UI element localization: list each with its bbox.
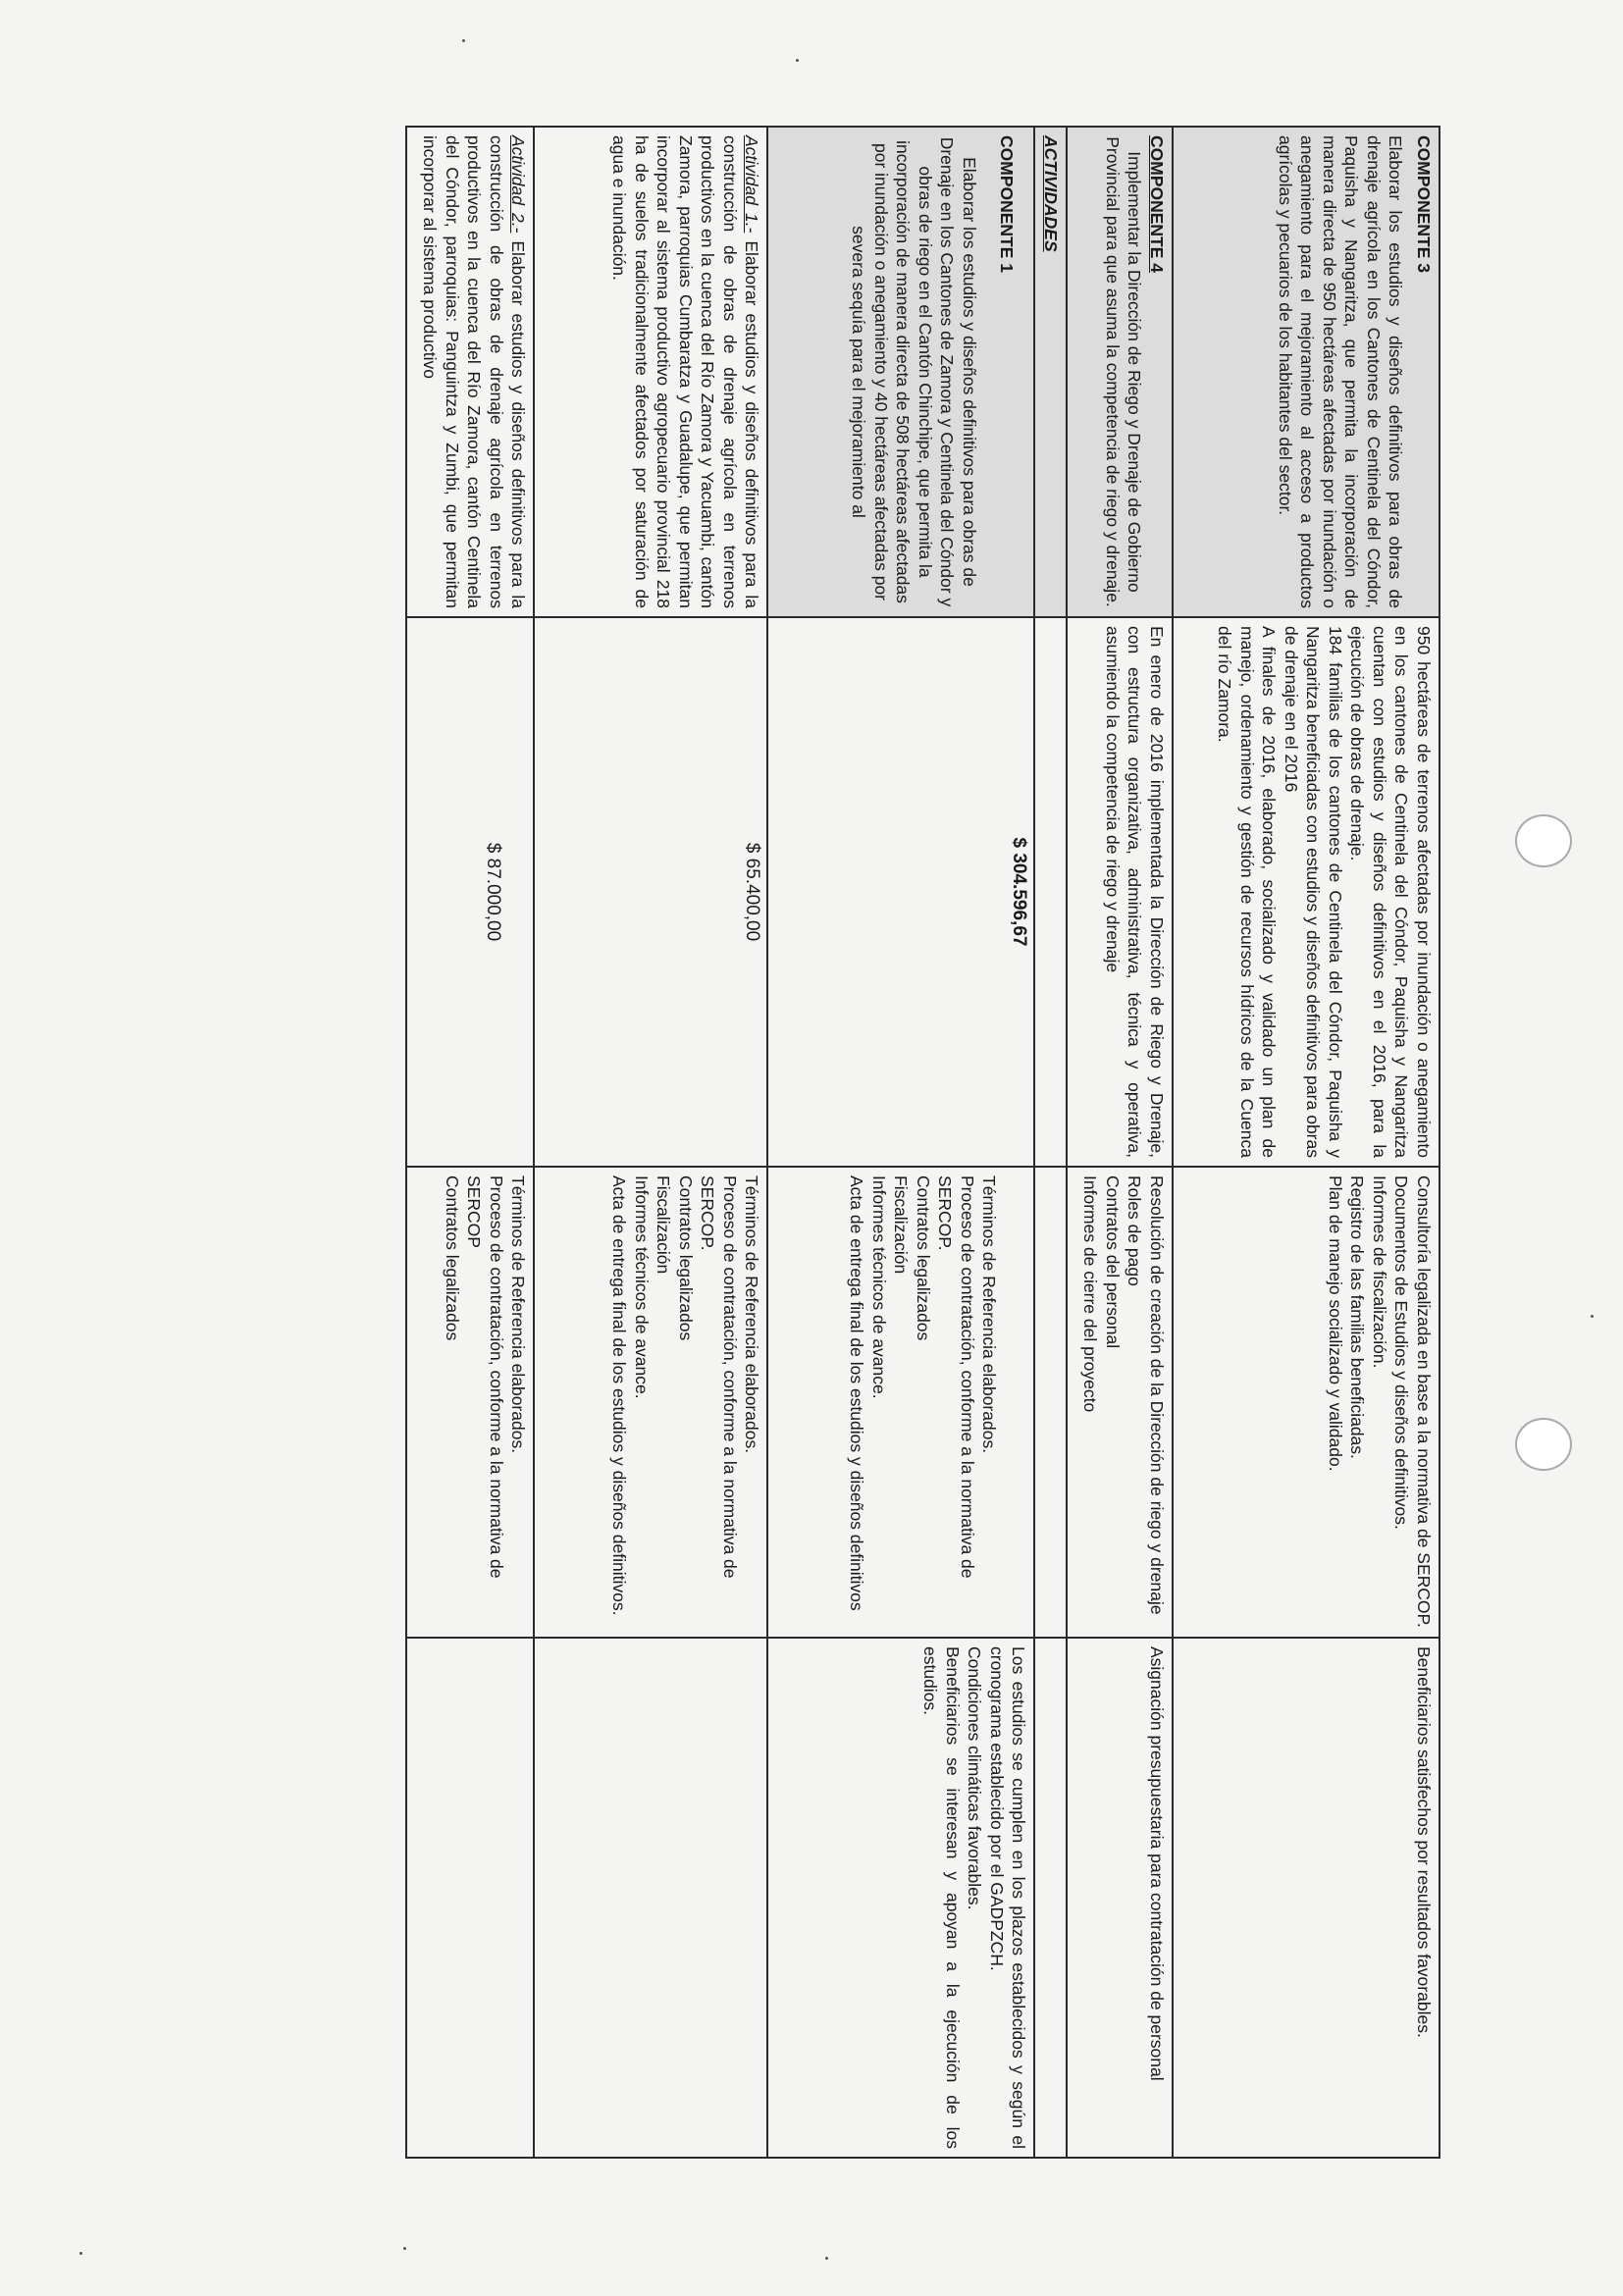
verification-item: Contratos del personal xyxy=(1103,1175,1123,1349)
verification-item: Términos de Referencia elaborados. xyxy=(742,1175,762,1454)
punch-hole-icon xyxy=(1515,814,1572,867)
verification-item: Registro de las familias beneficiadas. xyxy=(1347,1175,1368,1459)
verification-item: Informes de cierre del proyecto xyxy=(1080,1175,1101,1413)
row-actividad-1 xyxy=(535,127,768,2158)
componente-1-description: Elaborar los estudios y diseños definitivos para obras de Drenaje en los Cantones de Zamora y Centinela del Cóndor y obras de riego en el Cantón Chinchipe, que permita la incorporación de manera directa de 508 hectáreas afectadas por inundación o anegamiento y 40 hectáreas afectadas por severa sequía para el mejoramiento al xyxy=(849,136,979,607)
scan-speck xyxy=(825,2257,828,2260)
actividad-2-label: Actividad 2.- xyxy=(508,135,529,234)
componente-3-indicator: A finales de 2016, elaborado, socializado y validado un plan de manejo, ordenamiento y gestión de recursos hídricos de la Cuenca del río Zamora. xyxy=(1215,626,1280,1158)
componente-3-cell xyxy=(1173,127,1440,617)
componente-4-assumptions xyxy=(1067,1638,1173,2158)
actividades-empty xyxy=(1035,1638,1068,2158)
actividades-cell xyxy=(1035,127,1068,617)
actividad-1-verification xyxy=(535,1167,768,1638)
componente-1-amount: $ 304.596,67 xyxy=(768,617,1035,1167)
scan-speck xyxy=(79,2252,82,2255)
logical-framework-table xyxy=(406,126,1441,2159)
componente-1-title: COMPONENTE 1 xyxy=(997,135,1018,274)
row-actividades xyxy=(1035,127,1068,2158)
verification-item: Informes de fiscalización. xyxy=(1370,1175,1389,1369)
actividad-1-amount: $ 65.400,00 xyxy=(535,617,768,1167)
row-actividad-2 xyxy=(407,127,535,2158)
actividad-2-cell xyxy=(407,127,535,617)
assumption-item: Los estudios se cumplen en los plazos establecidos y según el cronograma establecido por el GADPZCH. xyxy=(987,1646,1029,2149)
verification-item: Proceso de contratación, conforme a la normativa de SERCOP xyxy=(464,1175,506,1579)
scan-speck xyxy=(462,39,465,42)
componente-1-verification xyxy=(768,1167,1035,1638)
verification-item: Fiscalización xyxy=(654,1175,674,1275)
verification-item: Roles de pago xyxy=(1125,1175,1145,1286)
row-componente-4 xyxy=(1067,127,1173,2158)
verification-item: Términos de Referencia elaborados. xyxy=(508,1175,529,1454)
actividad-2-amount: $ 87.000,00 xyxy=(407,617,535,1167)
verification-item: Acta de entrega final de los estudios y diseños definitivos. xyxy=(609,1175,630,1616)
componente-3-description: Elaborar los estudios y diseños definitivos para obras de drenaje agrícola en los Cantones de Centinela del Cóndor, Paquisha y Nangaritza, que permita la incorporación de manera directa de 950 hectáreas afectadas por inundación o anegamiento para el mejoramiento al acceso a productos agrícolas y pecuarios de los habitantes del sector. xyxy=(1276,135,1406,608)
actividad-2-description: Elaborar estudios y diseños definitivos para la construcción de obras de drenaje agrícola en terrenos productivos en la cuenca del Río Zamora, cantón Centinela del Cóndor, parroquias: Panguintza y Zumbi, que permitan incorporar al sistema productivo xyxy=(420,135,529,608)
actividad-1-label: Actividad 1.- xyxy=(742,135,762,234)
componente-3-indicators xyxy=(1173,617,1440,1167)
actividades-empty xyxy=(1035,617,1068,1167)
actividad-1-assumptions xyxy=(535,1638,768,2158)
componente-4-verification xyxy=(1067,1167,1173,1638)
scan-speck xyxy=(1591,1315,1594,1318)
actividades-title: ACTIVIDADES xyxy=(1041,135,1061,252)
verification-item: Plan de manejo socializado y validado. xyxy=(1326,1175,1345,1472)
componente-4-title: COMPONENTE 4 xyxy=(1147,135,1167,274)
assumption-item: Beneficiarios se interesan y apoyan a la ejecución de los estudios. xyxy=(920,1646,963,2149)
verification-item: Informes técnicos de avance. xyxy=(869,1175,889,1399)
verification-item: Proceso de contratación, conforme a la normativa de SERCOP. xyxy=(935,1175,977,1579)
verification-item: Contratos legalizados xyxy=(676,1175,696,1341)
verification-item: Proceso de contratación, conforme a la normativa de SERCOP. xyxy=(698,1175,740,1579)
scan-speck xyxy=(796,59,799,62)
componente-3-title: COMPONENTE 3 xyxy=(1414,135,1434,274)
actividades-empty xyxy=(1035,1167,1068,1638)
actividad-2-verification xyxy=(407,1167,535,1638)
assumption-item: Beneficiarios satisfechos por resultados favorables. xyxy=(1414,1646,1434,2038)
componente-1-cell xyxy=(768,127,1035,617)
punch-hole-icon xyxy=(1515,1418,1572,1471)
actividad-1-description: Elaborar estudios y diseños definitivos para la construcción de obras de drenaje agrícola en terrenos productivos en la cuenca del Río Zamora y Yacuambi, cantón Zamora, parroquias Cumbaratza y Guadalupe, que permitan incorporar al sistema productivo agropecuario provincial 218 ha de suelos tradicionalmente afectados por saturación de agua e inundación. xyxy=(609,135,762,608)
row-componente-3 xyxy=(1173,127,1440,2158)
componente-4-description: Implementar la Dirección de Riego y Drenaje de Gobierno Provincial para que asuma la competencia de riego y drenaje. xyxy=(1103,136,1145,607)
verification-item: Informes técnicos de avance. xyxy=(632,1175,652,1399)
scan-speck xyxy=(403,2247,406,2250)
actividad-2-assumptions xyxy=(407,1638,535,2158)
assumption-item: Asignación presupuestaria para contratación de personal xyxy=(1147,1646,1167,2081)
verification-item: Consultoría legalizada en base a la normativa de SERCOP. xyxy=(1414,1175,1434,1628)
verification-item: Documentos de Estudios y diseños definitivos. xyxy=(1391,1175,1412,1530)
verification-item: Fiscalización xyxy=(891,1175,912,1275)
row-componente-1 xyxy=(768,127,1035,2158)
verification-item: Resolución de creación de la Dirección de riego y drenaje xyxy=(1147,1175,1167,1615)
componente-3-verification xyxy=(1173,1167,1440,1638)
verification-item: Términos de Referencia elaborados. xyxy=(979,1175,1000,1454)
componente-4-cell xyxy=(1067,127,1173,617)
componente-3-indicator: 950 hectáreas de terrenos afectadas por inundación o anegamiento en los cantones de Centinela del Cóndor, Paquisha y Nangaritza cuentan con estudios y diseños definitivos en el 2016, para la ejecución de obras de drenaje. xyxy=(1347,626,1434,1158)
componente-1-assumptions xyxy=(768,1638,1035,2158)
verification-item: Acta de entrega final de los estudios y diseños definitivos xyxy=(847,1175,867,1611)
componente-3-indicator: 184 familias de los cantones de Centinela del Cóndor, Paquisha y Nangaritza beneficiadas con estudios y diseños definitivos para obras de drenaje en el 2016 xyxy=(1282,626,1345,1158)
componente-4-indicators xyxy=(1067,617,1173,1167)
verification-item: Contratos legalizados xyxy=(443,1175,462,1341)
verification-item: Contratos legalizados xyxy=(914,1175,933,1341)
componente-3-assumptions xyxy=(1173,1638,1440,2158)
componente-4-indicator: En enero de 2016 implementada la Dirección de Riego y Drenaje, con estructura organizativa, administrativa, técnica y operativa, asumiendo la competencia de riego y drenaje xyxy=(1103,626,1167,1158)
assumption-item: Condiciones climáticas favorables. xyxy=(965,1646,985,1910)
actividad-1-cell xyxy=(535,127,768,617)
